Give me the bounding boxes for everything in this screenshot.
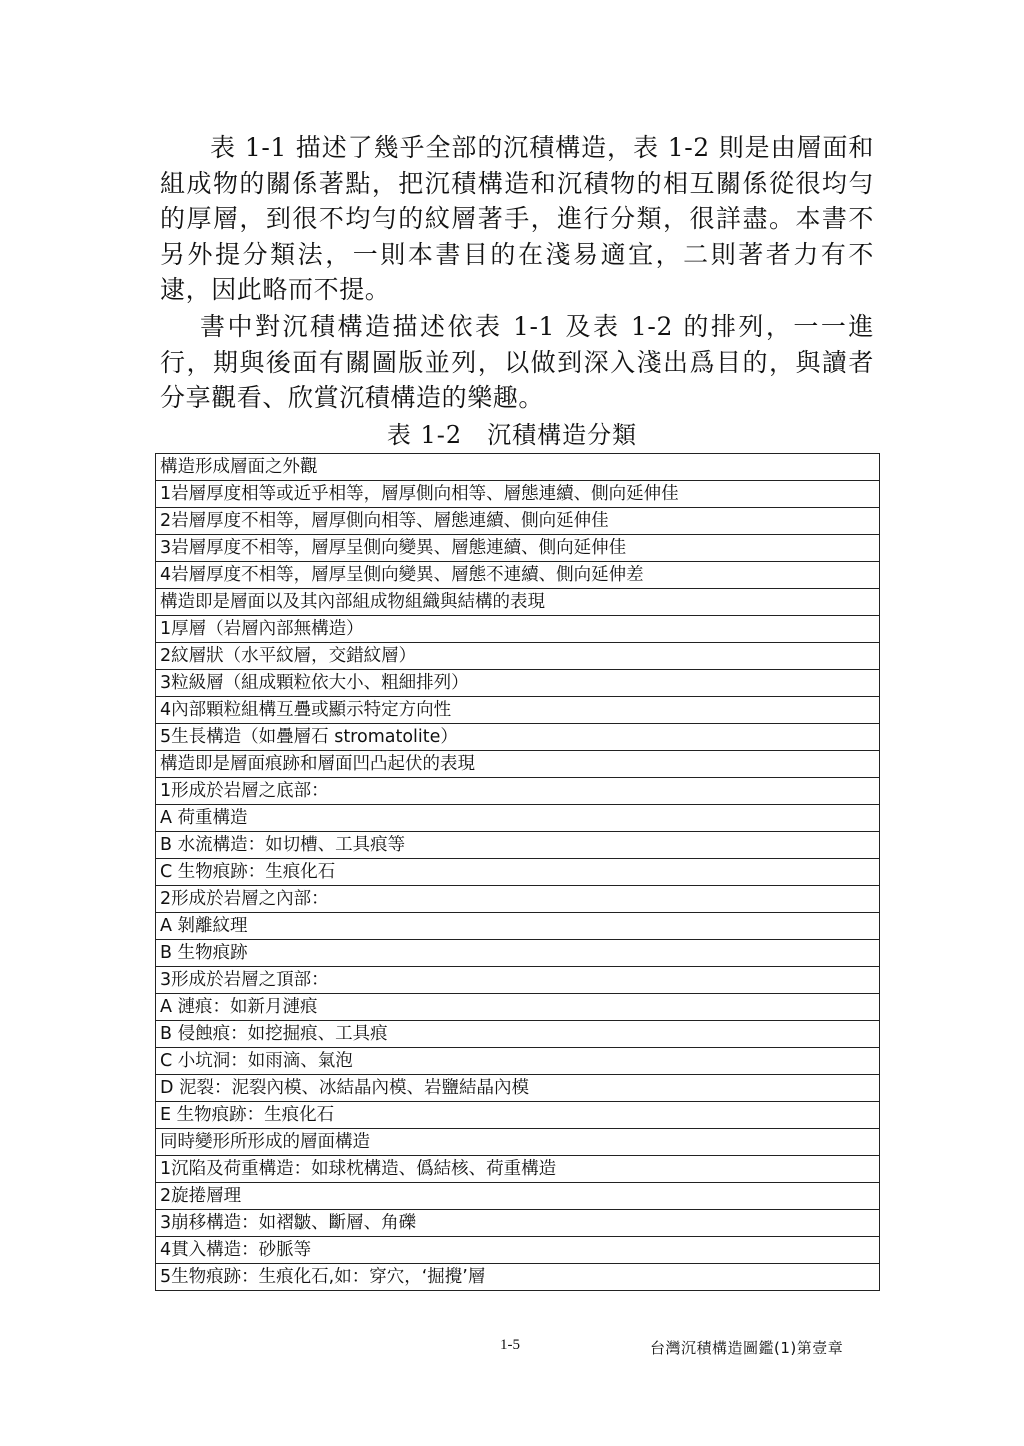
table-row <box>156 535 880 562</box>
table-row <box>156 1264 880 1291</box>
table-row <box>156 562 880 589</box>
table-row <box>156 724 880 751</box>
table-row <box>156 616 880 643</box>
table-caption: 表 1-2 沉積構造分類 <box>386 421 638 449</box>
table-row <box>156 1210 880 1237</box>
table-cell: 4內部顆粒組構互疊或顯示特定方向性 <box>156 697 880 724</box>
table-cell: 4岩層厚度不相等，層厚呈側向變異、層態不連續、側向延伸差 <box>156 562 880 589</box>
table-cell: 1厚層（岩層內部無構造） <box>156 616 880 643</box>
category-heading-cell: 構造形成層面之外觀 <box>156 454 880 481</box>
table-row <box>156 1156 880 1183</box>
table-row <box>156 1021 880 1048</box>
table-cell: 3岩層厚度不相等，層厚呈側向變異、層態連續、側向延伸佳 <box>156 535 880 562</box>
table-row <box>156 1102 880 1129</box>
table-row <box>156 508 880 535</box>
category-heading-cell: 構造即是層面以及其內部組成物組織與結構的表現 <box>156 589 880 616</box>
table-row <box>156 1237 880 1264</box>
table-row <box>156 1183 880 1210</box>
table-cell: 5生長構造（如疊層石 stromatolite） <box>156 724 880 751</box>
table-row <box>156 913 880 940</box>
table-row <box>156 1075 880 1102</box>
table-cell: E 生物痕跡：生痕化石 <box>156 1102 880 1129</box>
table-row <box>156 454 880 481</box>
table-cell: A 漣痕：如新月漣痕 <box>156 994 880 1021</box>
table-cell: 5生物痕跡：生痕化石,如：穿穴，‘掘攪’層 <box>156 1264 880 1291</box>
table-cell: C 小坑洞：如雨滴、氣泡 <box>156 1048 880 1075</box>
table-cell: 1沉陷及荷重構造：如球枕構造、僞結核、荷重構造 <box>156 1156 880 1183</box>
table-cell: 3崩移構造：如褶皺、斷層、角礫 <box>156 1210 880 1237</box>
table-row <box>156 643 880 670</box>
table-cell: 2形成於岩層之內部： <box>156 886 880 913</box>
table-row <box>156 805 880 832</box>
table-cell: 1形成於岩層之底部： <box>156 778 880 805</box>
table-row <box>156 1048 880 1075</box>
table-row <box>156 994 880 1021</box>
category-heading-cell: 同時變形所形成的層面構造 <box>156 1129 880 1156</box>
table-cell: 1岩層厚度相等或近乎相等，層厚側向相等、層態連續、側向延伸佳 <box>156 481 880 508</box>
table-cell: 4貫入構造：砂脈等 <box>156 1237 880 1264</box>
table-row <box>156 886 880 913</box>
table-cell: 2紋層狀（水平紋層，交錯紋層） <box>156 643 880 670</box>
table-row <box>156 940 880 967</box>
table-cell: 2旋捲層理 <box>156 1183 880 1210</box>
classification-table <box>155 453 880 1291</box>
classification-table-body <box>156 454 880 1291</box>
table-cell: 3粒級層（組成顆粒依大小、粗細排列） <box>156 670 880 697</box>
table-row <box>156 481 880 508</box>
table-cell: C 生物痕跡：生痕化石 <box>156 859 880 886</box>
table-row <box>156 670 880 697</box>
table-row <box>156 589 880 616</box>
table-row <box>156 697 880 724</box>
table-row <box>156 1129 880 1156</box>
table-cell: A 荷重構造 <box>156 805 880 832</box>
table-cell: B 侵蝕痕：如挖掘痕、工具痕 <box>156 1021 880 1048</box>
table-row <box>156 859 880 886</box>
table-row <box>156 832 880 859</box>
category-heading-cell: 構造即是層面痕跡和層面凹凸起伏的表現 <box>156 751 880 778</box>
table-cell: B 水流構造：如切槽、工具痕等 <box>156 832 880 859</box>
table-row <box>156 778 880 805</box>
intro-paragraph-1: 表 1-1 描述了幾乎全部的沉積構造，表 1-2 則是由層面和組成物的關係著點，把沉積構造和沉積物的相互關係從很均勻的厚層，到很不均勻的紋層著手，進行分類，很詳盡。本書不另外提分類法，一則本書目的在淺易適宜，二則著者力有不逮，因此略而不提。 <box>160 133 874 305</box>
table-cell: A 剝離紋理 <box>156 913 880 940</box>
table-row <box>156 967 880 994</box>
table-cell: D 泥裂：泥裂內模、冰結晶內模、岩鹽結晶內模 <box>156 1075 880 1102</box>
running-footer-title: 台灣沉積構造圖鑑(1)第壹章 <box>650 1339 844 1357</box>
table-cell: 3形成於岩層之頂部： <box>156 967 880 994</box>
page-number: 1-5 <box>500 1337 520 1353</box>
table-cell: B 生物痕跡 <box>156 940 880 967</box>
table-row <box>156 751 880 778</box>
intro-paragraph-2: 書中對沉積構造描述依表 1-1 及表 1-2 的排列，一一進行，期與後面有關圖版並列，以做到深入淺出爲目的，與讀者分享觀看、欣賞沉積構造的樂趣。 <box>160 312 874 413</box>
table-cell: 2岩層厚度不相等，層厚側向相等、層態連續、側向延伸佳 <box>156 508 880 535</box>
